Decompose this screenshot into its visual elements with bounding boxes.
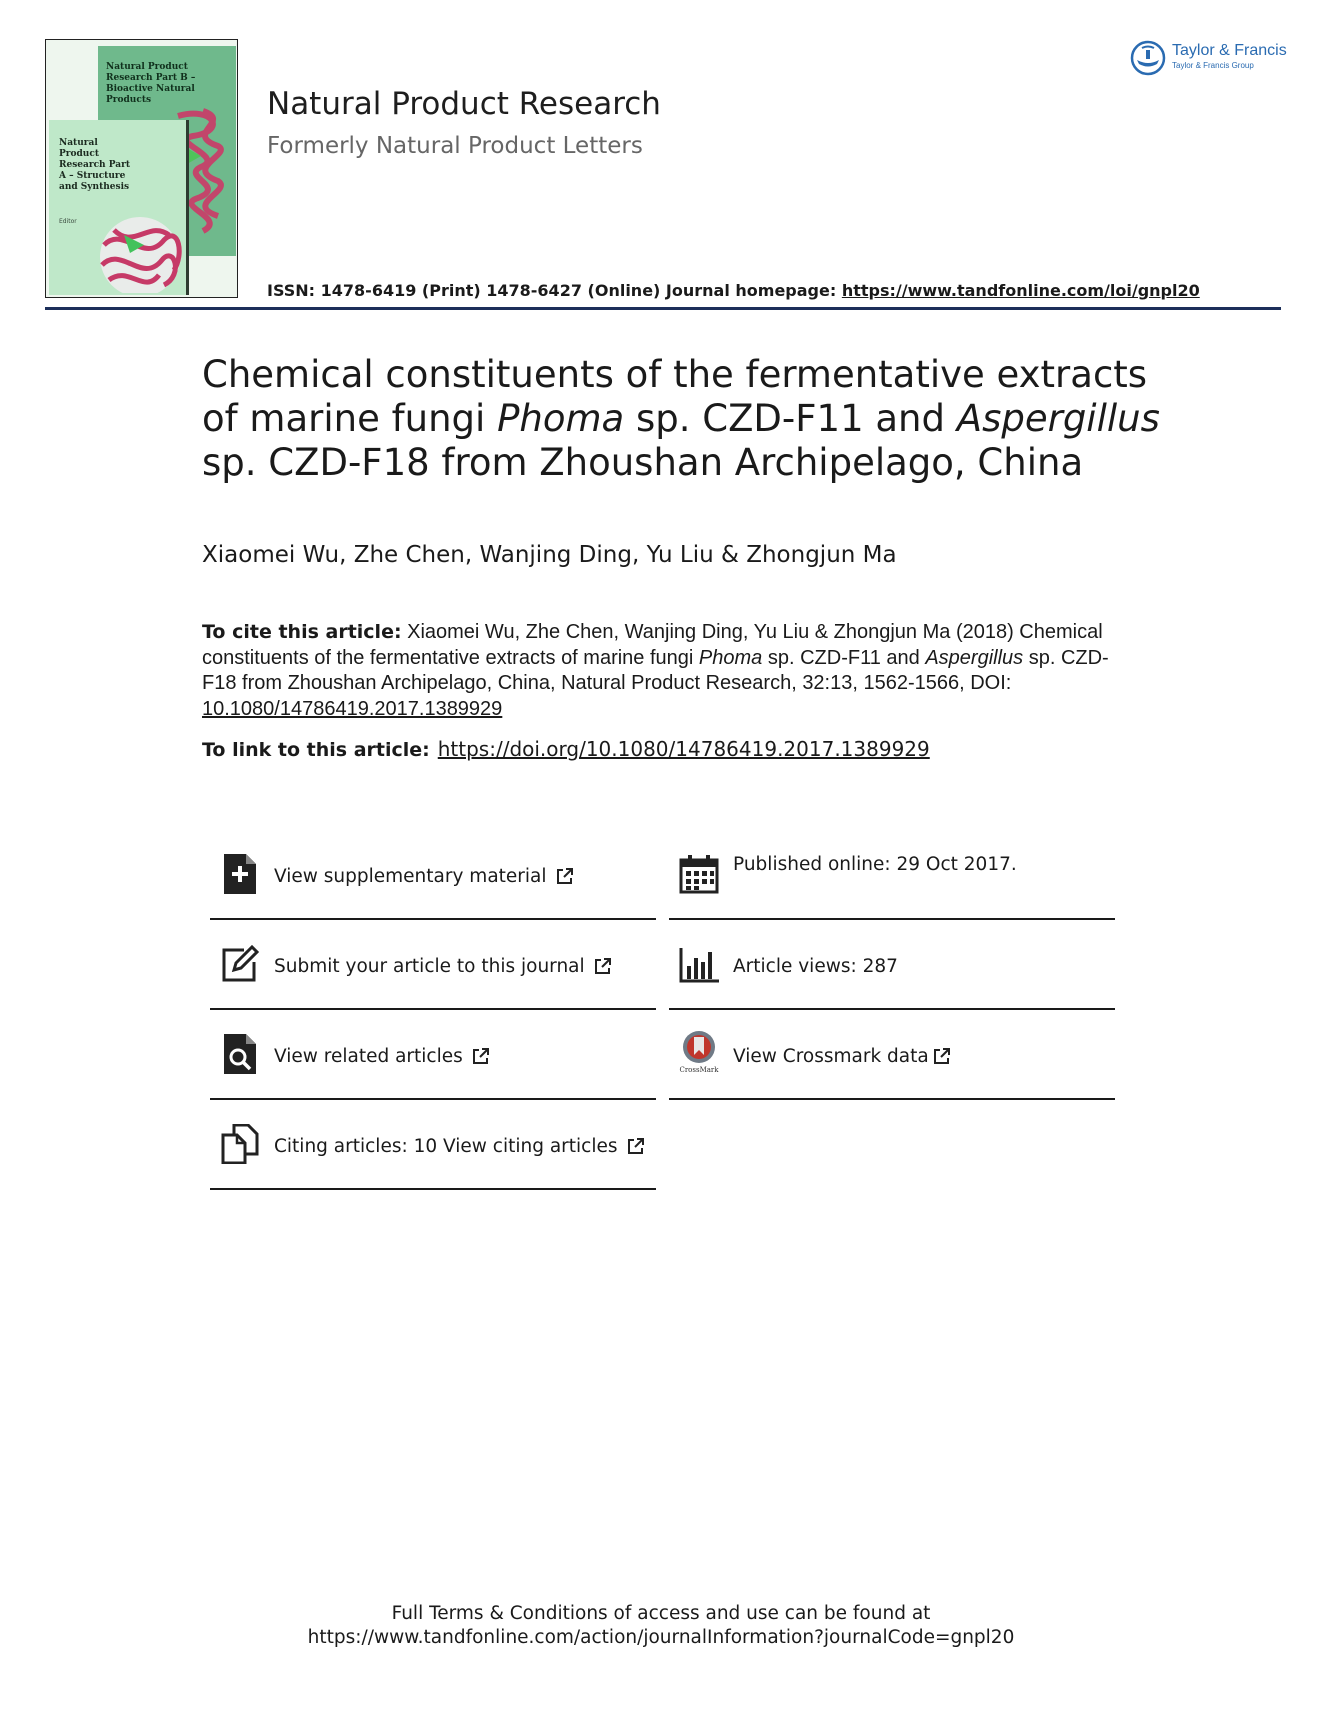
edit-icon xyxy=(220,944,260,984)
header-divider xyxy=(45,307,1281,310)
view-related-articles[interactable] xyxy=(210,1012,656,1100)
footer-terms: Full Terms & Conditions of access and use can be found at xyxy=(391,1603,931,1624)
footer-terms-url[interactable]: https://www.tandfonline.com/action/journalInformation?journalCode=gnpl20 xyxy=(307,1627,1015,1648)
file-plus-icon xyxy=(220,854,260,894)
copy-documents-icon xyxy=(220,1124,260,1164)
crossmark-logo-text: CrossMark xyxy=(679,1066,719,1074)
journal-title: Natural Product Research xyxy=(267,86,661,122)
crossmark-icon xyxy=(679,1030,719,1074)
journal-homepage-link[interactable]: https://www.tandfonline.com/loi/gnpl20 xyxy=(841,281,1200,300)
published-online xyxy=(669,832,1115,920)
article-views xyxy=(669,922,1115,1010)
title-genus-phoma: Phoma xyxy=(497,397,625,440)
cover-front-editor: Editor xyxy=(59,218,77,225)
issn-line xyxy=(267,281,1200,300)
related-label: View related articles xyxy=(274,1045,463,1067)
cover-front-issue xyxy=(49,120,189,295)
publisher-group: Taylor & Francis Group xyxy=(1172,61,1254,70)
view-crossmark-data[interactable] xyxy=(669,1012,1115,1100)
citing-label: Citing articles: 10 View citing articles xyxy=(274,1135,618,1157)
calendar-icon xyxy=(679,854,719,894)
title-part-3: sp. CZD-F18 from Zhoushan Archipelago, China xyxy=(202,441,1084,484)
publisher-logo-icon xyxy=(1129,40,1167,76)
article-link-line xyxy=(202,737,930,761)
cite-genus-aspergillus: Aspergillus xyxy=(925,646,1024,669)
issn-text: ISSN: 1478-6419 (Print) 1478-6427 (Online) Journal homepage: xyxy=(267,281,842,300)
journal-subtitle: Formerly Natural Product Letters xyxy=(267,133,643,159)
cite-doi-link[interactable]: 10.1080/14786419.2017.1389929 xyxy=(202,697,503,720)
publisher-name: Taylor & Francis xyxy=(1172,42,1287,59)
crossmark-label: View Crossmark data xyxy=(733,1045,929,1067)
cite-text-3: sp. CZD-F18 from Zhoushan Archipelago, China, Natural Product Research, 32:13, 1562-1566, DOI: xyxy=(202,646,1109,694)
external-link-icon xyxy=(933,1047,951,1065)
journal-cover xyxy=(45,39,238,298)
article-doi-url[interactable]: https://doi.org/10.1080/14786419.2017.1389929 xyxy=(437,737,930,761)
citation-block xyxy=(202,620,1142,722)
submit-article-link[interactable] xyxy=(210,922,656,1010)
cite-genus-phoma: Phoma xyxy=(698,646,763,669)
title-part-2: sp. CZD-F11 and xyxy=(624,397,957,440)
title-genus-aspergillus: Aspergillus xyxy=(956,397,1160,440)
cover-front-title: Natural Product Research Part A – Structure and Synthesis xyxy=(59,138,130,192)
article-title xyxy=(202,353,1182,485)
submit-label: Submit your article to this journal xyxy=(274,955,585,977)
views-count: Article views: 287 xyxy=(733,955,898,977)
view-supplementary-material[interactable] xyxy=(210,832,656,920)
link-label: To link to this article: xyxy=(202,739,430,761)
search-document-icon xyxy=(220,1034,260,1074)
protein-structure-icon xyxy=(94,215,186,293)
published-date: Published online: 29 Oct 2017. xyxy=(733,854,1017,875)
external-link-icon xyxy=(594,957,612,975)
cover-back-title: Natural Product Research Part B – Bioactive Natural Products xyxy=(106,62,196,105)
external-link-icon xyxy=(472,1047,490,1065)
authors: Xiaomei Wu, Zhe Chen, Wanjing Ding, Yu Liu & Zhongjun Ma xyxy=(202,542,897,568)
taylor-francis-logo[interactable] xyxy=(1129,40,1289,76)
cite-text-2: sp. CZD-F11 and xyxy=(762,646,926,669)
bar-chart-icon xyxy=(679,944,719,984)
cite-text-1: Xiaomei Wu, Zhe Chen, Wanjing Ding, Yu Liu & Zhongjun Ma (2018) Chemical constituents of the fermentative extracts of marine fungi xyxy=(202,621,1103,669)
external-link-icon xyxy=(556,867,574,885)
external-link-icon xyxy=(627,1137,645,1155)
supplementary-label: View supplementary material xyxy=(274,865,547,887)
cite-label: To cite this article: xyxy=(202,621,402,643)
citing-articles[interactable] xyxy=(210,1102,656,1190)
title-part-1: Chemical constituents of the fermentative extracts of marine fungi xyxy=(202,353,1148,440)
